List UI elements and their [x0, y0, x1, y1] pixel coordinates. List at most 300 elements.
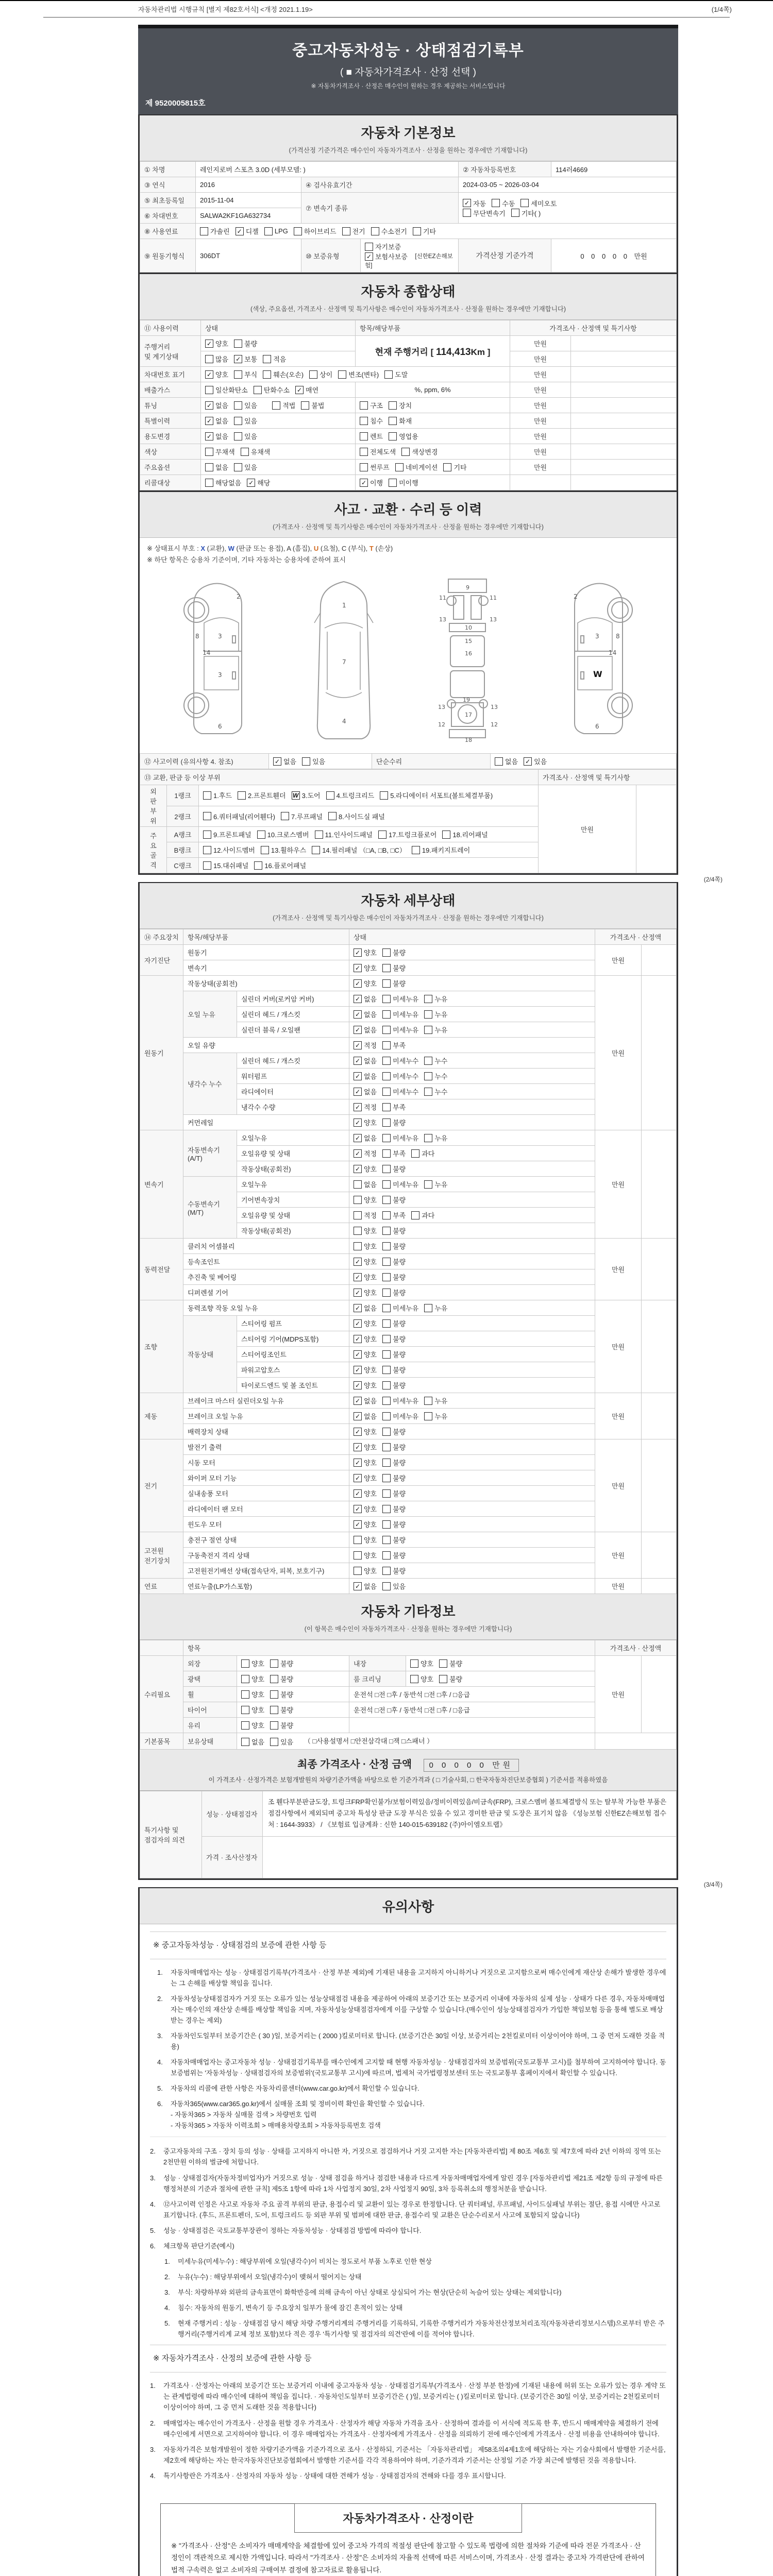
checkbox-option[interactable]: 2.프론트휀더 [238, 790, 286, 800]
svg-text:10: 10 [465, 624, 473, 632]
checkbox-option[interactable]: 불법 [301, 400, 324, 410]
checkbox-option[interactable]: 불량 [382, 1566, 406, 1575]
checkbox-option[interactable]: ✓ 이행 [360, 478, 383, 487]
checkbox-option[interactable]: 불량 [439, 1658, 462, 1668]
checkbox-option[interactable]: 11.인사이드패널 [315, 829, 373, 839]
checkbox-option[interactable]: 부식 [234, 369, 257, 379]
checkbox-option[interactable]: 불량 [382, 963, 406, 973]
checkbox-option[interactable]: 불량 [382, 1504, 406, 1514]
svg-text:2: 2 [237, 593, 241, 601]
checkbox-option[interactable]: ✓ 없음 [354, 1056, 377, 1065]
subgroup-label: 냉각수 누수 [183, 1053, 237, 1115]
checkbox-option[interactable]: 누수 [424, 1071, 447, 1081]
svg-text:16: 16 [465, 650, 473, 657]
checkbox-option[interactable]: 불량 [234, 338, 257, 348]
checkbox-option[interactable]: 없음 [495, 756, 518, 766]
checkbox-option[interactable]: ✓ 양호 [354, 978, 377, 988]
item-label: 오일유량 및 상태 [237, 1146, 349, 1161]
checkbox-option[interactable]: 수소전기 [371, 226, 407, 236]
checkbox-option[interactable]: 불량 [270, 1658, 293, 1668]
checkbox-option[interactable]: ✓ 없음 [273, 756, 296, 766]
basic-info-header [140, 115, 677, 161]
checkbox-option[interactable]: 전체도색 [360, 447, 396, 456]
rank-items [199, 785, 539, 806]
checkbox-option[interactable]: 불량 [382, 1287, 406, 1297]
checkbox-option[interactable]: 구조 [360, 400, 383, 410]
checkbox-option[interactable]: 7.루프패널 [281, 811, 323, 821]
checkbox-option[interactable]: ✓ 양호 [354, 1318, 377, 1328]
legend-code: A [287, 545, 291, 552]
document-body [138, 25, 722, 2576]
checkbox-option[interactable]: 4.트렁크리드 [326, 790, 375, 800]
checkbox-option[interactable]: 양호 [354, 1535, 377, 1545]
checkbox-option[interactable]: 자기보증 [365, 242, 401, 251]
checkbox-option[interactable]: 없음 [354, 1179, 377, 1189]
car-side-diagram [181, 574, 258, 744]
checkbox-option[interactable]: ✓ 적정 [354, 1148, 377, 1158]
checkbox-option[interactable]: 불량 [382, 1550, 406, 1560]
checkbox-option[interactable]: 불량 [382, 1458, 406, 1467]
checkbox-option[interactable]: 누수 [424, 1056, 447, 1065]
checkbox-option[interactable]: ✓ 양호 [354, 1365, 377, 1375]
document-title: 중고자동차성능 · 상태점검기록부 [292, 42, 524, 59]
checkbox-option[interactable]: 기타 [443, 462, 466, 472]
checkbox-option[interactable]: 양호 [354, 1566, 377, 1575]
checkbox-option[interactable]: ✓ 자동 [463, 198, 486, 208]
state-cell [349, 1239, 595, 1254]
checkbox-option[interactable]: ✓ 보통 [234, 354, 257, 364]
checkbox-option[interactable]: ✓ 없음 [354, 1009, 377, 1019]
checkbox-option[interactable]: 양호 [410, 1658, 433, 1668]
checkbox-option[interactable]: 불량 [382, 1473, 406, 1483]
checkbox-option[interactable]: 있음 [382, 1581, 406, 1591]
checkbox-option[interactable]: ✓ 없음 [354, 1581, 377, 1591]
subgroup-label: 작동상태 [183, 1316, 237, 1393]
checkbox-option[interactable]: 불량 [382, 1164, 406, 1174]
item-label: 브레이크 오일 누유 [183, 1409, 349, 1424]
rank-label: A랭크 [167, 827, 199, 842]
item-label: 기어변속장치 [237, 1192, 349, 1208]
state-cell [349, 1548, 595, 1563]
checkbox-option[interactable]: ✓ 양호 [354, 1519, 377, 1529]
checkbox-option[interactable]: ✓ 양호 [205, 369, 228, 379]
item-label: 스티어링 펌프 [237, 1316, 349, 1331]
checkbox-option[interactable]: ✓ 양호 [354, 1334, 377, 1344]
checkbox-option[interactable]: 미세누유 [382, 1396, 418, 1405]
state-cell [349, 1269, 595, 1285]
basic-info-subtitle: (가격산정 기준가격은 매수인이 자동차가격조사 · 산정을 원하는 경우에만 기재합니다) [289, 147, 528, 154]
checkbox-option[interactable]: 불량 [382, 1334, 406, 1344]
notice-item: 6. 체크항목 판단기준(예시) [150, 2242, 234, 2250]
checkbox-option[interactable]: 장치 [389, 400, 412, 410]
checkbox-option[interactable]: 불량 [439, 1674, 462, 1684]
checkbox-option[interactable]: 렌트 [360, 431, 383, 441]
legend-code: U [313, 545, 319, 552]
checkbox-option[interactable]: 1.후드 [203, 790, 232, 800]
checkbox-option[interactable]: 8.사이드실 패널 [328, 811, 385, 821]
document-subtitle: ( ■ 자동차가격조사 · 산정 선택 ) [340, 67, 477, 78]
checkbox-option[interactable]: 무채색 [205, 447, 235, 456]
checkbox-option[interactable]: ✓ 양호 [354, 1257, 377, 1266]
device-label: 변속기 [140, 1130, 183, 1239]
section-accident-history [138, 492, 678, 875]
section-notice [138, 1887, 678, 2576]
state-cell [349, 1038, 595, 1053]
checkbox-option[interactable]: 누유 [424, 1303, 447, 1313]
checkbox-option[interactable]: 부족 [382, 1040, 406, 1050]
checkbox-option[interactable]: 양호 [241, 1705, 264, 1715]
notice-item: 3. 자동차가격은 보험개발원이 정한 차량기준가액을 기준가격으로 조사 · 산정하되, 기준서는 「자동차관리법」 제58조의4제1호에 해당하는 자는 기술사회에서 발행한 기준서를, 제2호에 해당하는 자는 한국자동차진단보증협회에서 발행한 기준서를 각각 적용하여야 하며, 기준가격과 기준서는 산정일 기준 가장 최근에 발행된 것을 적용합니다. [150, 2445, 666, 2464]
svg-text:13: 13 [490, 616, 497, 623]
device-label: 동력전달 [140, 1239, 183, 1300]
remark-cell [571, 351, 677, 367]
state-cell [349, 1223, 595, 1239]
svg-text:W: W [593, 669, 602, 680]
checkbox-option[interactable]: 일산화탄소 [205, 385, 248, 395]
checkbox-option[interactable]: 네비게이션 [395, 462, 438, 472]
checkbox-option[interactable]: 12.사이드멤버 [203, 845, 255, 855]
checkbox-option[interactable]: 부족 [382, 1102, 406, 1112]
checkbox-option[interactable]: 전기 [342, 226, 365, 236]
checkbox-option[interactable]: 불량 [382, 1272, 406, 1282]
checkbox-option[interactable]: 미세누수 [382, 1087, 418, 1096]
checkbox-option[interactable]: 많음 [205, 354, 228, 364]
checkbox-option[interactable]: 적법 [272, 400, 295, 410]
base-price: 0 0 0 0 0 만원 [551, 239, 677, 273]
svg-text:4: 4 [342, 718, 346, 725]
state-cell [201, 429, 356, 444]
notice-item: 2. 중고자동차의 구조 · 장치 등의 성능 · 상태를 고지하지 아니한 자, 거짓으로 점검하거나 거짓 고지한 자는 [자동차관리법] 제 80조 제6호 및 제7호에 따라 2년 이하의 징역 또는 2천만원 이하의 벌금에 처합니다. [150, 2147, 661, 2166]
checkbox-option[interactable]: 양호 [354, 1195, 377, 1205]
checkbox-option[interactable]: 기타( ) [511, 208, 541, 218]
checkbox-option[interactable]: ✓ 양호 [354, 963, 377, 973]
item-cell: 현재 주행거리 [ 114,413Km ] [356, 336, 510, 367]
svg-text:11: 11 [490, 595, 497, 602]
checkbox-option[interactable]: 불량 [382, 1365, 406, 1375]
checkbox-option[interactable]: W 3.도어 [292, 790, 321, 800]
checkbox-option[interactable]: 하이브리드 [294, 226, 337, 236]
state-cell [349, 1455, 595, 1470]
checkbox-option[interactable]: 있음 [234, 462, 257, 472]
checkbox-option[interactable]: 세미오토 [520, 198, 557, 208]
notice-item: 5. 자동차의 리콜에 관한 사항은 자동차리콜센터(www.car.go.kr)에서 확인할 수 있습니다. [157, 2084, 419, 2093]
checkbox-option[interactable]: 적음 [263, 354, 286, 364]
state-cell [349, 1501, 595, 1517]
notice-subitem: 2. 누유(누수) : 해당부위에서 오일(냉각수)이 맺혀서 떨어지는 상태 [164, 2273, 362, 2281]
state-cell [349, 1362, 595, 1378]
checkbox-option[interactable]: 누유 [424, 994, 447, 1004]
checkbox-option[interactable]: 불량 [382, 1318, 406, 1328]
checkbox-option[interactable]: 불량 [382, 947, 406, 957]
checkbox-option[interactable]: ✓ 있음 [524, 756, 547, 766]
basic-info-grid: ① 차명 레인지로버 스포츠 3.0D (세부모델: ) ② 자동차등록번호 114러4669 ③ 연식 2016 ④ 검사유효기간 2024-03-05 ~ 2026-03-04 ⑤ 최초등록일 2015-11-04 ⑦ 변속기 종류 ✓ 자동 수동 세미오토 무단변속기 기타( ) ⑥ 차대번호 SALWA2KF1GA632734 ⑧ 사용연료 가솔린 ✓ 디젤 LPG 하이브리드 전기 수소전기 기타 ⑨ 원동기형식 306DT ⑩ 보증유형 자기보증 ✓ 보험사보증 [신한EZ손해보험] 가격산정 기준가격 0 0 0 0 0 만원 [140, 161, 677, 273]
state-cell [349, 976, 595, 991]
checkbox-option[interactable]: 색상변경 [401, 447, 438, 456]
checkbox-option[interactable]: ✓ 양호 [205, 338, 228, 348]
state-cell [349, 1208, 595, 1223]
item-label: 작동상태(공회전) [237, 1161, 349, 1177]
checkbox-option[interactable]: 미세누유 [382, 1303, 418, 1313]
checkbox-option[interactable]: ✓ 양호 [354, 1117, 377, 1127]
checkbox-option[interactable]: 변조(변타) [338, 369, 379, 379]
state-cell [349, 1099, 595, 1115]
checkbox-option[interactable]: 양호 [354, 1226, 377, 1235]
accident-title: 사고 · 교환 · 수리 등 이력 [334, 502, 482, 517]
legend-code: C [341, 545, 347, 552]
checkbox-option[interactable]: ✓ 없음 [354, 1133, 377, 1143]
document-note: ※ 자동차가격조사 · 산정은 매수인이 원하는 경우 제공하는 서비스입니다 [311, 82, 506, 90]
checkbox-option[interactable]: ✓ 없음 [205, 400, 228, 410]
checkbox-option[interactable]: 상이 [309, 369, 332, 379]
checkbox-option[interactable]: 영업용 [389, 431, 418, 441]
checkbox-option[interactable]: ✓ 없음 [354, 1411, 377, 1421]
remarks-table [140, 1791, 677, 1878]
checkbox-option[interactable]: 미세누유 [382, 994, 418, 1004]
checkbox-option[interactable]: ✓ 없음 [205, 431, 228, 441]
checkbox-option[interactable]: 도말 [384, 369, 408, 379]
checkbox-option[interactable]: 16.플로어패널 [254, 860, 306, 870]
checkbox-option[interactable]: ✓ 양호 [354, 947, 377, 957]
rank-items [199, 858, 539, 873]
checkbox-option[interactable]: ✓ 양호 [354, 1349, 377, 1359]
item-cell [356, 460, 510, 475]
checkbox-option[interactable]: 미세누유 [382, 1025, 418, 1035]
checkbox-option[interactable]: 미세누유 [382, 1009, 418, 1019]
checkbox-option[interactable]: 과다 [411, 1210, 434, 1220]
checkbox-option[interactable]: 불량 [382, 1380, 406, 1390]
item-label: 구동축전지 격리 상태 [183, 1548, 349, 1563]
checkbox-option[interactable]: 불량 [382, 1195, 406, 1205]
state-cell [349, 1331, 595, 1347]
checkbox-option[interactable]: ✓ 없음 [354, 1087, 377, 1096]
checkbox-option[interactable]: 불량 [270, 1689, 293, 1699]
checkbox-option[interactable]: 무단변속기 [463, 208, 506, 218]
page-marker-3: (3/4쪽) [703, 1880, 722, 1888]
svg-text:6: 6 [218, 723, 222, 731]
checkbox-option[interactable]: ✓ 매연 [295, 385, 318, 395]
checkbox-option[interactable]: ✓ 양호 [354, 1380, 377, 1390]
checkbox-option[interactable]: 누유 [424, 1009, 447, 1019]
checkbox-option[interactable]: 양호 [241, 1689, 264, 1699]
checkbox-option[interactable]: 없음 [205, 462, 228, 472]
inspector-label: 성능 · 상태점검자 [202, 1791, 263, 1836]
checkbox-option[interactable]: 불량 [382, 978, 406, 988]
checkbox-option[interactable]: 누유 [424, 1396, 447, 1405]
checkbox-option[interactable]: 누유 [424, 1411, 447, 1421]
checkbox-option[interactable]: 불량 [382, 1427, 406, 1436]
checkbox-option[interactable]: ✓ 없음 [354, 1303, 377, 1313]
state-cell [349, 1177, 595, 1192]
field-label: ① 차명 [140, 162, 196, 177]
state-cell [349, 1053, 595, 1069]
state-cell [201, 367, 510, 382]
checkbox-option[interactable]: ✓ 양호 [354, 1272, 377, 1282]
checkbox-option[interactable]: 10.크로스멤버 [257, 829, 309, 839]
checkbox-option[interactable]: 미세누유 [382, 1411, 418, 1421]
checkbox-option[interactable]: ✓ 적정 [354, 1040, 377, 1050]
checkbox-option[interactable]: ✓ 양호 [354, 1473, 377, 1483]
form-reference-row [0, 1, 773, 15]
svg-text:3: 3 [218, 633, 222, 640]
checkbox-option[interactable]: 양호 [241, 1674, 264, 1684]
state-cell [201, 475, 356, 490]
state-cell [349, 1470, 595, 1486]
detail-subtitle: (가격조사 · 산정액 및 특기사항은 매수인이 자동차가격조사 · 산정을 원하는 경우에만 기재합니다) [273, 914, 544, 922]
basic-info-title: 자동차 기본정보 [361, 125, 456, 141]
checkbox-option[interactable]: ✓ 없음 [354, 1071, 377, 1081]
checkbox-option[interactable]: 침수 [360, 416, 383, 426]
checkbox-option[interactable]: 있음 [302, 756, 325, 766]
checkbox-option[interactable]: 19.패키지트레이 [412, 845, 470, 855]
checkbox-option[interactable]: 있음 [270, 1737, 293, 1747]
section-basic-info [138, 114, 678, 274]
checkbox-option[interactable]: 기타 [413, 226, 436, 236]
checkbox-option[interactable]: 불량 [270, 1674, 293, 1684]
price-cell: 만원 [510, 429, 571, 444]
checkbox-option[interactable]: 과다 [411, 1148, 434, 1158]
remarks-grid [140, 1791, 677, 1878]
checkbox-option[interactable]: ✓ 디젤 [236, 226, 259, 236]
checkbox-option[interactable]: ✓ 적정 [354, 1102, 377, 1112]
checkbox-option[interactable]: 불량 [382, 1257, 406, 1266]
checkbox-option[interactable]: 적정 [354, 1210, 377, 1220]
checkbox-option[interactable]: 18.리어패널 [442, 829, 488, 839]
detail-header [140, 883, 677, 929]
checkbox-option[interactable]: 유채색 [241, 447, 271, 456]
checkbox-option[interactable]: 17.트렁크플로어 [378, 829, 436, 839]
state-cell [349, 1409, 595, 1424]
checkbox-option[interactable]: 불량 [382, 1241, 406, 1251]
legend-code: T [369, 545, 374, 552]
item-label: 오일 유량 [183, 1038, 349, 1053]
checkbox-option[interactable]: 9.프론트패널 [203, 829, 251, 839]
checkbox-option[interactable]: 훼손(오손) [263, 369, 304, 379]
rank-grid: ⑬ 교환, 판금 등 이상 부위 가격조사 · 산정액 및 특기사항 외 판 부 위 1랭크 1.후드 2.프론트휀더 W 3.도어 4.트렁크리드 5.라디에이터 서포트(볼트체결부품) 만원 2랭크 6.쿼터패널(리어휀다) 7.루프패널 8.사이드실 패널 주 요 골 격 A랭크 9.프론트패널 10.크로스멤버 11.인사이드패널 17.트렁크플로어 18.리어패널 B랭크 12.사이드멤버 13.휠하우스 14.필러패널 （□A, □B, □C） 19.패키지트레이 C랭크 15.대쉬패널 16.플로어패널 [140, 769, 677, 873]
checkbox-option[interactable]: 가솔린 [200, 226, 230, 236]
checkbox-option[interactable]: 미이행 [389, 478, 418, 487]
checkbox-option[interactable]: 있음 [234, 400, 257, 410]
checkbox-option[interactable]: ✓ 양호 [354, 1287, 377, 1297]
device-label: 고전원 전기장치 [140, 1532, 183, 1579]
item-label: 와이퍼 모터 기능 [183, 1470, 349, 1486]
checkbox-option[interactable]: 부족 [382, 1148, 406, 1158]
remark-cell [571, 382, 677, 398]
checkbox-option[interactable]: 불량 [270, 1720, 293, 1730]
checkbox-option[interactable]: 15.대쉬패널 [203, 860, 248, 870]
checkbox-option[interactable]: 6.쿼터패널(리어휀다) [203, 811, 275, 821]
notice-item: 4. 특기사항란은 가격조사 · 산정자의 자동차 성능 · 상태에 대한 견해가 성능 · 상태점검자의 견해와 다를 경우 표시합니다. [150, 2471, 506, 2480]
checkbox-option[interactable]: 양호 [354, 1550, 377, 1560]
item-label: 실린더 블록 / 오일팬 [237, 1022, 349, 1038]
checkbox-option[interactable]: 양호 [354, 1241, 377, 1251]
device-label: 제동 [140, 1393, 183, 1439]
svg-text:14: 14 [608, 649, 617, 657]
checkbox-option[interactable]: ✓ 없음 [354, 1025, 377, 1035]
svg-text:8: 8 [195, 633, 199, 640]
checkbox-option[interactable]: 불량 [382, 1488, 406, 1498]
definition-title: 자동차가격조사 · 산정이란 [294, 2503, 522, 2533]
checkbox-option[interactable]: ✓ 해당 [247, 478, 270, 487]
checkbox-option[interactable]: ✓ 양호 [354, 1164, 377, 1174]
checkbox-option[interactable]: ✓ 양호 [354, 1458, 377, 1467]
checkbox-option[interactable]: 부족 [382, 1210, 406, 1220]
item-label: 원동기 [183, 945, 349, 960]
notice-item: 2. 매매업자는 매수인이 가격조사 · 산정을 원할 경우 가격조사 · 산정자가 해당 자동차 가격을 조사 · 산정하여 결과를 이 서식에 적도록 한 후, 반드시 매매계약을 체결하기 전에 매수인에게 서면으로 고지하여야 합니다. 이 경우 매매업자는 가격조사 · 산정자에게 가격조사 · 산정을 의뢰하기 전에 매수인에게 가격조사 · 산정 비용을 안내하여야 합니다. [150, 2419, 660, 2438]
checkbox-option[interactable]: 미세누수 [382, 1071, 418, 1081]
checkbox-option[interactable]: 탄화수소 [254, 385, 290, 395]
item-label: 오일유량 및 상태 [237, 1208, 349, 1223]
checkbox-option[interactable]: ✓ 없음 [354, 994, 377, 1004]
checkbox-option[interactable]: ✓ 양호 [354, 1488, 377, 1498]
checkbox-option[interactable]: ✓ 없음 [354, 1396, 377, 1405]
checkbox-option[interactable]: 수동 [492, 198, 515, 208]
checkbox-option[interactable]: 불량 [382, 1442, 406, 1452]
checkbox-option[interactable]: 화재 [389, 416, 412, 426]
checkbox-option[interactable]: 불량 [270, 1705, 293, 1715]
rank-items [199, 806, 539, 827]
checkbox-option[interactable]: 불량 [382, 1349, 406, 1359]
checkbox-option[interactable]: 누수 [424, 1087, 447, 1096]
checkbox-option[interactable]: ✓ 양호 [354, 1442, 377, 1452]
subgroup-label: 오일 누유 [183, 991, 237, 1038]
checkbox-option[interactable]: 미세누유 [382, 1179, 418, 1189]
checkbox-option[interactable]: ✓ 양호 [354, 1504, 377, 1514]
remarks-label: 특기사항 및 점검자의 의견 [140, 1791, 202, 1878]
checkbox-option[interactable]: 누유 [424, 1179, 447, 1189]
checkbox-option[interactable]: ✓ 보험사보증 [365, 251, 408, 261]
remark-cell [571, 367, 677, 382]
car-top-diagram [310, 574, 377, 744]
checkbox-option[interactable]: 미세누수 [382, 1056, 418, 1065]
checkbox-option[interactable]: 있음 [234, 431, 257, 441]
svg-text:2: 2 [573, 593, 578, 601]
checkbox-option[interactable]: 양호 [241, 1658, 264, 1668]
checkbox-option[interactable]: ✓ 양호 [354, 1427, 377, 1436]
checkbox-option[interactable]: 없음 [241, 1737, 264, 1747]
item-label: 동력조향 작동 오일 누유 [183, 1300, 349, 1316]
state-cell [349, 1393, 595, 1409]
state-cell [349, 1486, 595, 1501]
checkbox-option[interactable]: 미세누유 [382, 1133, 418, 1143]
checkbox-option[interactable]: 양호 [410, 1674, 433, 1684]
item-label: 작동상태(공회전) [237, 1223, 349, 1239]
checkbox-option[interactable]: 썬루프 [360, 462, 390, 472]
item-label: 스티어링 기어(MDPS포함) [237, 1331, 349, 1347]
svg-text:12: 12 [438, 721, 446, 728]
notice-head-a: ※ 중고자동차성능 · 상태점검의 보증에 관한 사항 등 [150, 1931, 666, 1959]
checkbox-option[interactable]: 불량 [382, 1226, 406, 1235]
checkbox-option[interactable]: 누유 [424, 1025, 447, 1035]
checkbox-option[interactable]: 불량 [382, 1519, 406, 1529]
checkbox-option[interactable]: 해당없음 [205, 478, 241, 487]
notice-item: 1. 자동차매매업자는 성능 · 상태점검기록부(가격조사 · 산정 부분 제외)에 기재된 내용을 고지하지 아니하거나 거짓으로 고지함으로써 매수인에게 재산상 손해가 발생한 경우에는 그 손해를 배상할 책임을 집니다. [157, 1968, 666, 1987]
state-cell [349, 1532, 595, 1548]
checkbox-option[interactable]: 불량 [382, 1535, 406, 1545]
checkbox-option[interactable]: LPG [264, 227, 288, 235]
svg-text:13: 13 [438, 704, 446, 711]
checkbox-option[interactable]: 불량 [382, 1117, 406, 1127]
checkbox-option[interactable]: 양호 [241, 1720, 264, 1730]
checkbox-option[interactable]: 있음 [234, 416, 257, 426]
checkbox-option[interactable]: 5.라디에이터 서포트(볼트체결부품) [380, 790, 493, 800]
checkbox-option[interactable]: ✓ 없음 [205, 416, 228, 426]
checkbox-option[interactable]: 누유 [424, 1133, 447, 1143]
rank-label: 2랭크 [167, 806, 199, 827]
checkbox-option[interactable]: 13.휠하우스 [261, 845, 306, 855]
item-label: 실린더 헤드 / 개스킷 [237, 1053, 349, 1069]
use-history-label: 튜닝 [140, 398, 201, 413]
checkbox-option[interactable]: 14.필러패널 （□A, □B, □C） [312, 845, 406, 855]
